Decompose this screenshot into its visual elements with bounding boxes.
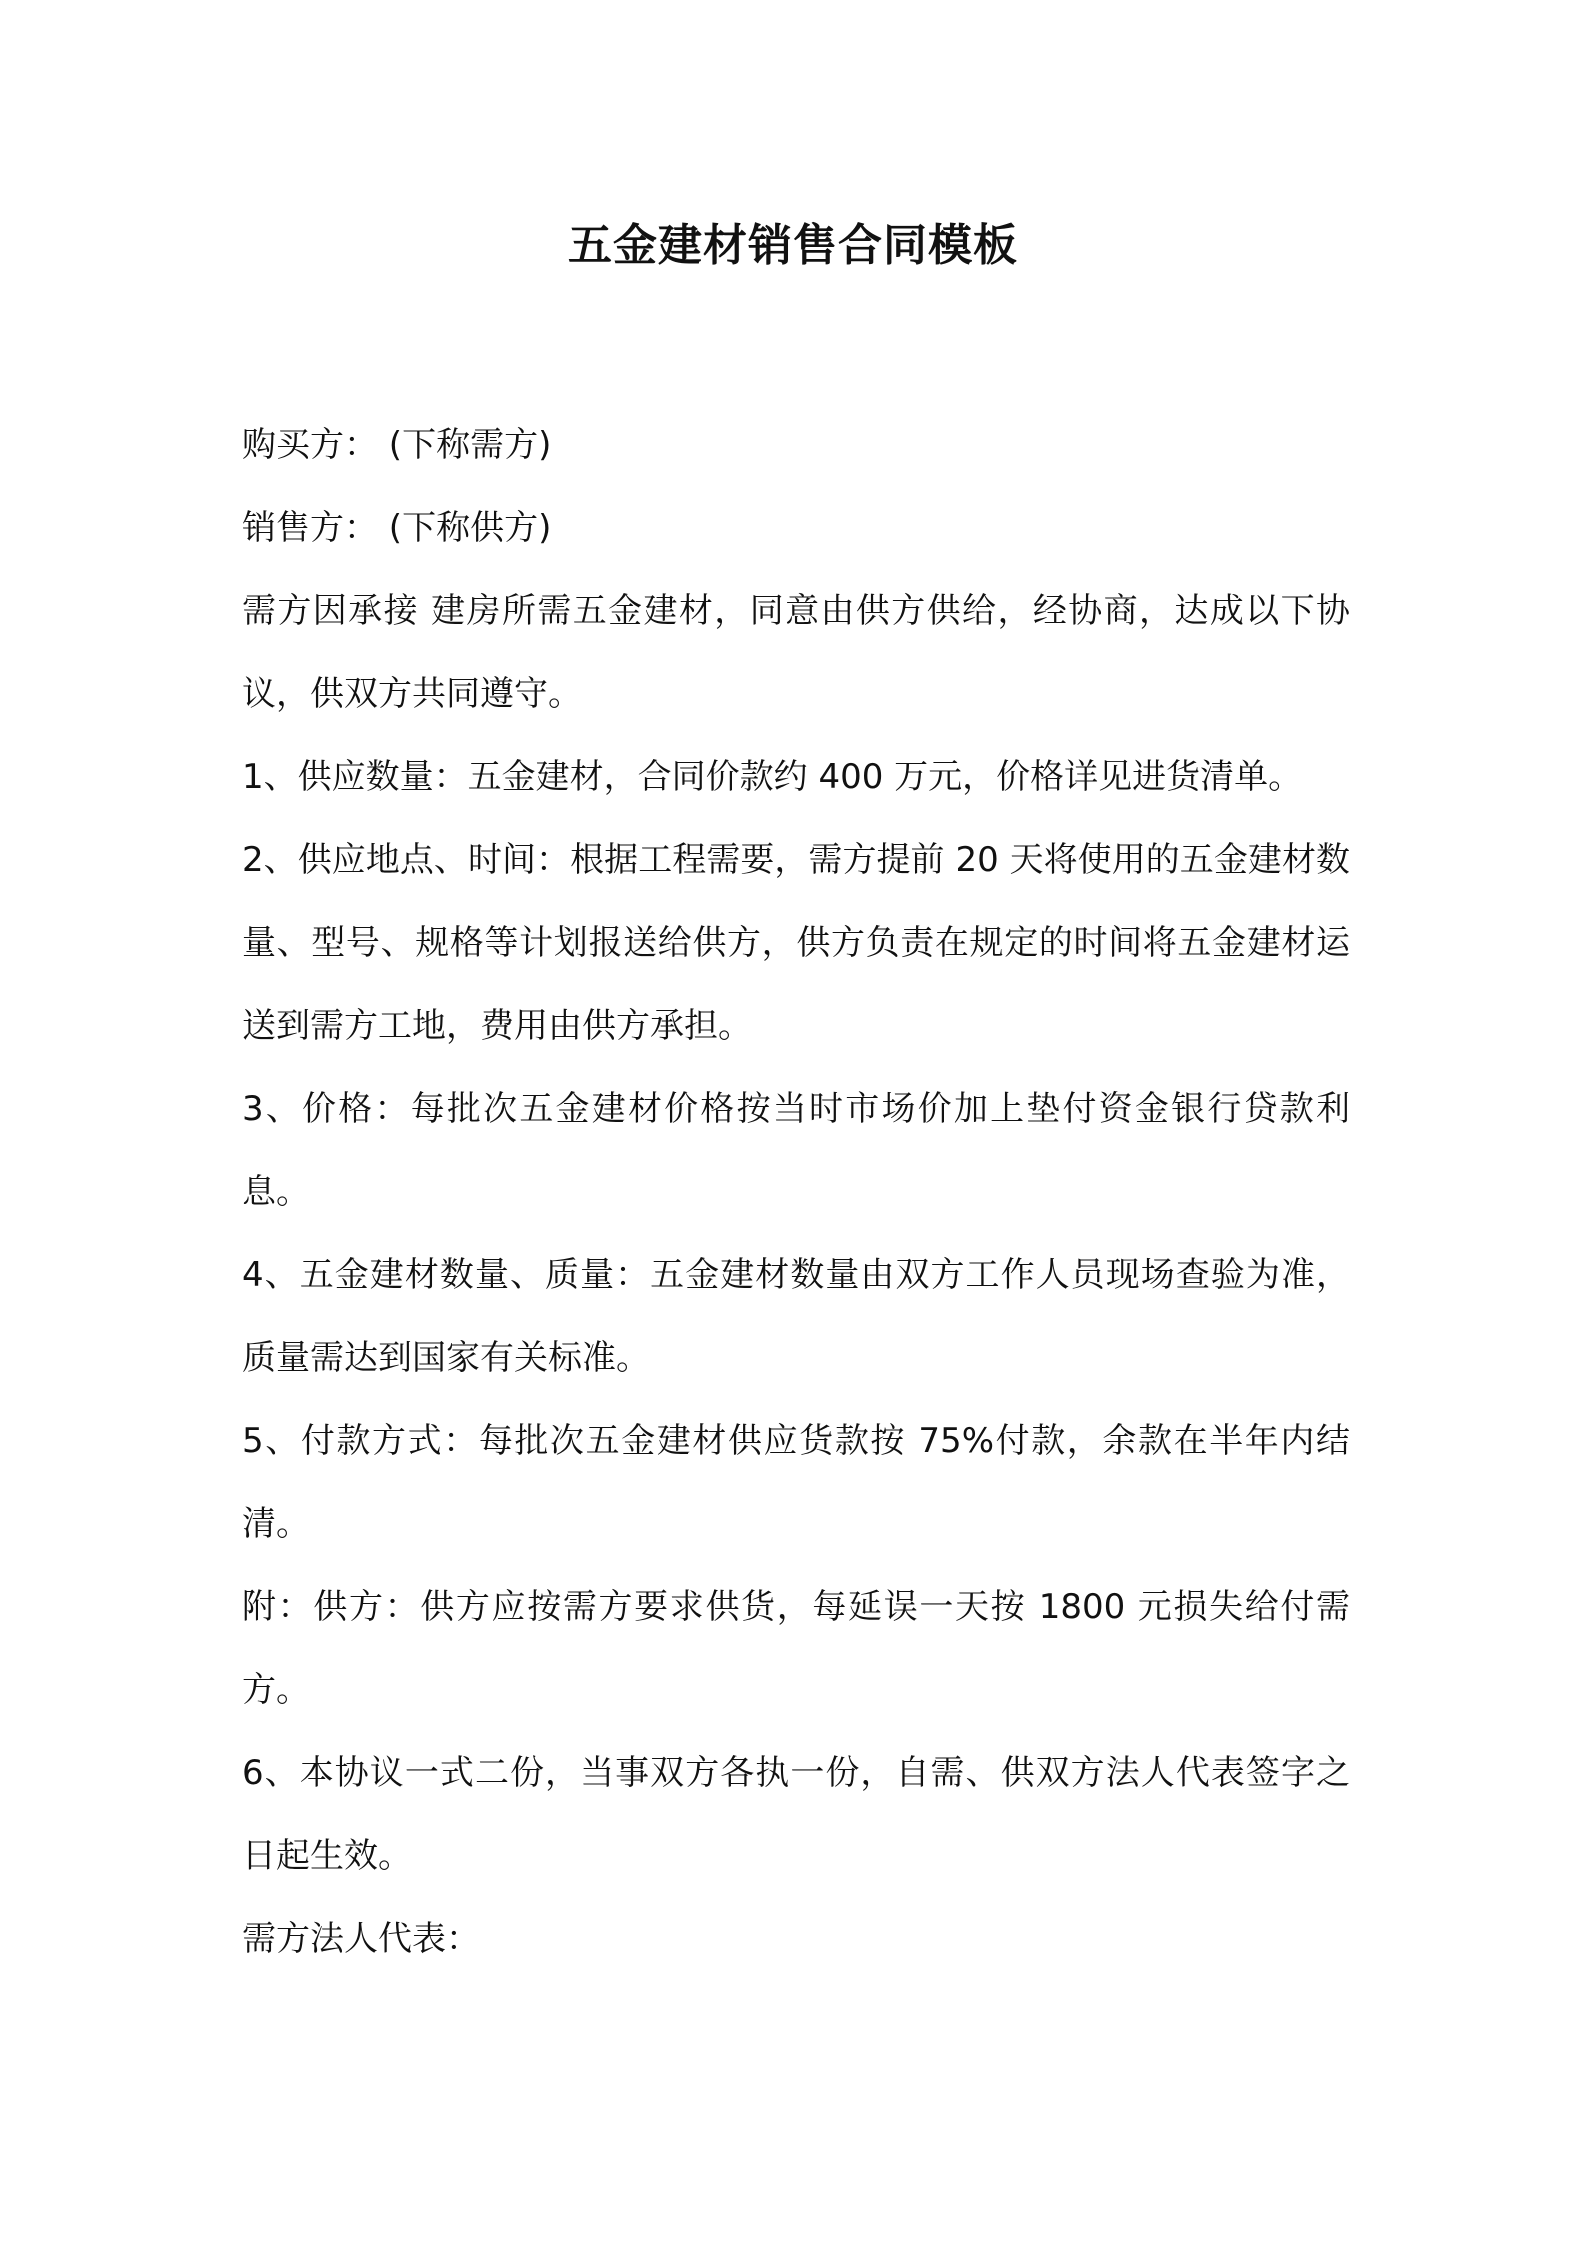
buyer-line: 购买方： (下称需方): [242, 425, 552, 465]
seller-line: 销售方： (下称供方): [242, 508, 552, 548]
clause-4-quantity-quality: 4、五金建材数量、质量：五金建材数量由双方工作人员现场查验为准，质量需达到国家有关标准。: [242, 1255, 1350, 1378]
appendix-supplier-penalty: 附：供方：供方应按需方要求供货，每延误一天按 1800 元损失给付需方。: [242, 1587, 1350, 1710]
preamble-paragraph: 需方因承接 建房所需五金建材，同意由供方供给，经协商，达成以下协议，供双方共同遵守。: [242, 591, 1350, 714]
clause-1-supply-quantity: 1、供应数量：五金建材，合同价款约 400 万元，价格详见进货清单。: [242, 757, 1303, 797]
clause-6-effectiveness: 6、本协议一式二份，当事双方各执一份，自需、供双方法人代表签字之日起生效。: [242, 1753, 1350, 1876]
document-title: 五金建材销售合同模板: [568, 220, 1018, 271]
contract-body: [242, 404, 1350, 1981]
clause-3-price: 3、价格：每批次五金建材价格按当时市场价加上垫付资金银行贷款利息。: [242, 1089, 1350, 1212]
clause-5-payment-method: 5、付款方式：每批次五金建材供应货款按 75%付款，余款在半年内结清。: [242, 1421, 1350, 1544]
clause-2-supply-location-time: 2、供应地点、时间：根据工程需要，需方提前 20 天将使用的五金建材数量、型号、规格等计划报送给供方，供方负责在规定的时间将五金建材运送到需方工地，费用由供方承担。: [242, 840, 1350, 1046]
buyer-representative-signature-line: 需方法人代表：: [242, 1919, 480, 1959]
